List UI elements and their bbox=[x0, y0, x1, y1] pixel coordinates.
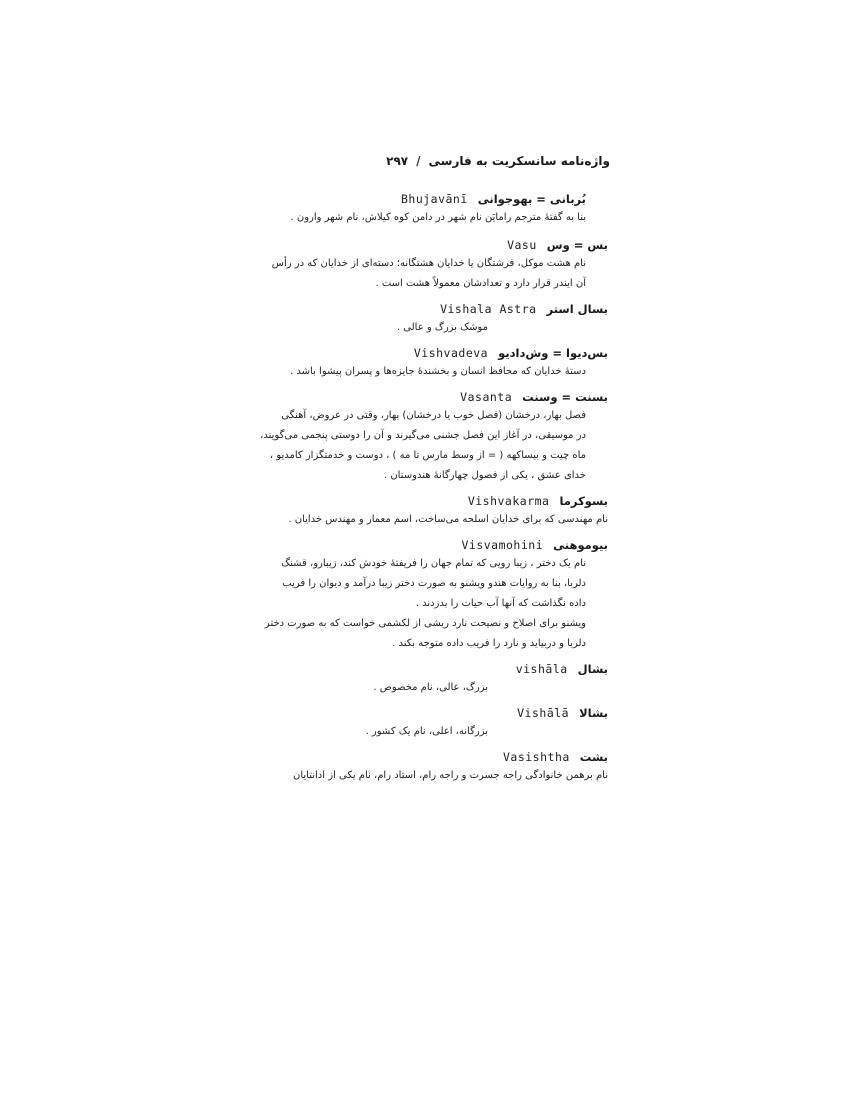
running-header bbox=[230, 150, 610, 172]
entry-transliteration: vishāla bbox=[515, 662, 568, 676]
dictionary-entries bbox=[232, 190, 608, 792]
entry-headword: بشالا bbox=[579, 706, 608, 720]
entry-headline bbox=[232, 660, 608, 678]
entry-bhujavani bbox=[232, 190, 608, 228]
entry-definition-line: بزرگانه، اعلی، نام یک کشور . bbox=[365, 726, 488, 737]
entry-definition-line: خدای عشق ، یکی از فصول چهارگانهٔ هندوستان . bbox=[383, 470, 586, 481]
entry-definition-line: آن ایندر قرار دارد و تعدادشان معمولاً هشت است . bbox=[375, 278, 586, 289]
entry-definition-line: بنا به گفته‌ٔ مترجم رامایَن نام شهر در دامن کوه کیلاش، نام شهر وارون . bbox=[290, 212, 586, 223]
page-number: ۲۹۷ bbox=[386, 154, 409, 168]
entry-vasu bbox=[232, 236, 608, 294]
entry-vishvadeva bbox=[232, 344, 608, 382]
entry-headline bbox=[232, 536, 608, 554]
entry-transliteration: Vasanta bbox=[460, 390, 513, 404]
entry-headword: بُربانی = بهوجوانی bbox=[477, 192, 586, 206]
entry-visvamohini bbox=[232, 536, 608, 654]
entry-transliteration: Vishālā bbox=[517, 706, 570, 720]
entry-definition-line: نام هشت موکل، فرشتگان یا خدایان هشتگانه؛ دسته‌ای از خدایان که در رأس bbox=[271, 258, 586, 269]
entry-definition-line: فصل بهار، درخشان (فصل خوب یا درخشان) بهار، وقتی در عروض، آهنگی bbox=[281, 410, 586, 421]
entry-definition-line: نام یک دختر ، زیبا رویی که تمام جهان را فریفتهٔ خودش کند، زیبارو، قشنگ bbox=[281, 558, 586, 569]
entry-headword: بشال bbox=[577, 662, 608, 676]
entry-definition-line: داده نگذاشت که آنها آب حیات را بدزدند . bbox=[415, 598, 586, 609]
entry-headword: بشت bbox=[579, 750, 608, 764]
header-separator: / bbox=[416, 154, 421, 168]
entry-vishala bbox=[232, 660, 608, 698]
entry-definition-line: دلربا و دربیاید و نارد را فریب داده متوجه بکند . bbox=[392, 638, 586, 649]
entry-definition-line: دلربا، بنا به روایات هندو ویشنو به صورت دختر زیبا درآمد و دیوان را فریب bbox=[282, 578, 586, 589]
entry-transliteration: Vasishtha bbox=[502, 750, 570, 764]
entry-definition-line: دستهٔ خدایان که محافظ انسان و بخشندهٔ جایزه‌ها و پسران پیشوا باشد . bbox=[290, 366, 586, 377]
entry-headword: بس‌دیوا = وش‌دادیو bbox=[498, 346, 608, 360]
entry-definition-line: در موسیقی، در آغاز این فصل جشنی می‌گیرند و آن را دوستی پنجمی می‌گویند، bbox=[260, 430, 586, 441]
entry-headword: بس = وس bbox=[546, 238, 608, 252]
entry-transliteration: Vasu bbox=[507, 238, 537, 252]
entry-transliteration: Vishala Astra bbox=[440, 302, 537, 316]
entry-definition-line: ماه چیت و بیساکهه ( = از وسط مارس تا مه ) ، دوست و خدمتگزار کامدیو ، bbox=[269, 450, 586, 461]
entry-vasanta bbox=[232, 388, 608, 486]
entry-vishala-feminine bbox=[232, 704, 608, 742]
entry-definition-line: نام برهمن خانوادگی راجه جسرت و راجه رام، استاد رام، نام یکی از ادانتایان bbox=[292, 770, 608, 781]
entry-headword: بسوکرما bbox=[559, 494, 608, 508]
entry-transliteration: Visvamohini bbox=[461, 538, 544, 552]
entry-headline bbox=[232, 344, 608, 362]
entry-definition-line: بزرگ، عالی، نام مخصوص . bbox=[373, 682, 488, 693]
entry-vishala-astra bbox=[232, 300, 608, 338]
entry-headline bbox=[232, 236, 608, 254]
entry-transliteration: Vishvadeva bbox=[413, 346, 489, 360]
entry-vishvakarma bbox=[232, 492, 608, 530]
entry-definition-line: موشک بزرگ و عالی . bbox=[396, 322, 488, 333]
entry-definition-line: ویشنو برای اصلاح و نصیحت نارد ریشی از لکشمی خواست که به صورت دختر bbox=[264, 618, 586, 629]
entry-definition-line: نام مهندسی که برای خدایان اسلحه می‌ساخت، اسم معمار و مهندس خدایان . bbox=[288, 514, 608, 525]
entry-transliteration: Vishvakarma bbox=[467, 494, 550, 508]
entry-headword: بسنت = وسنت bbox=[522, 390, 608, 404]
entry-headword: بسال استر bbox=[546, 302, 608, 316]
entry-vasishtha bbox=[232, 748, 608, 786]
entry-headline bbox=[232, 492, 608, 510]
entry-headline bbox=[232, 190, 608, 208]
header-title: واژه‌نامه سانسکریت به فارسی bbox=[428, 154, 610, 168]
entry-headline bbox=[232, 388, 608, 406]
entry-headline bbox=[232, 300, 608, 318]
entry-headline bbox=[232, 704, 608, 722]
entry-transliteration: Bhujavānī bbox=[400, 192, 468, 206]
entry-headline bbox=[232, 748, 608, 766]
entry-headword: بیوموهنی bbox=[553, 538, 608, 552]
